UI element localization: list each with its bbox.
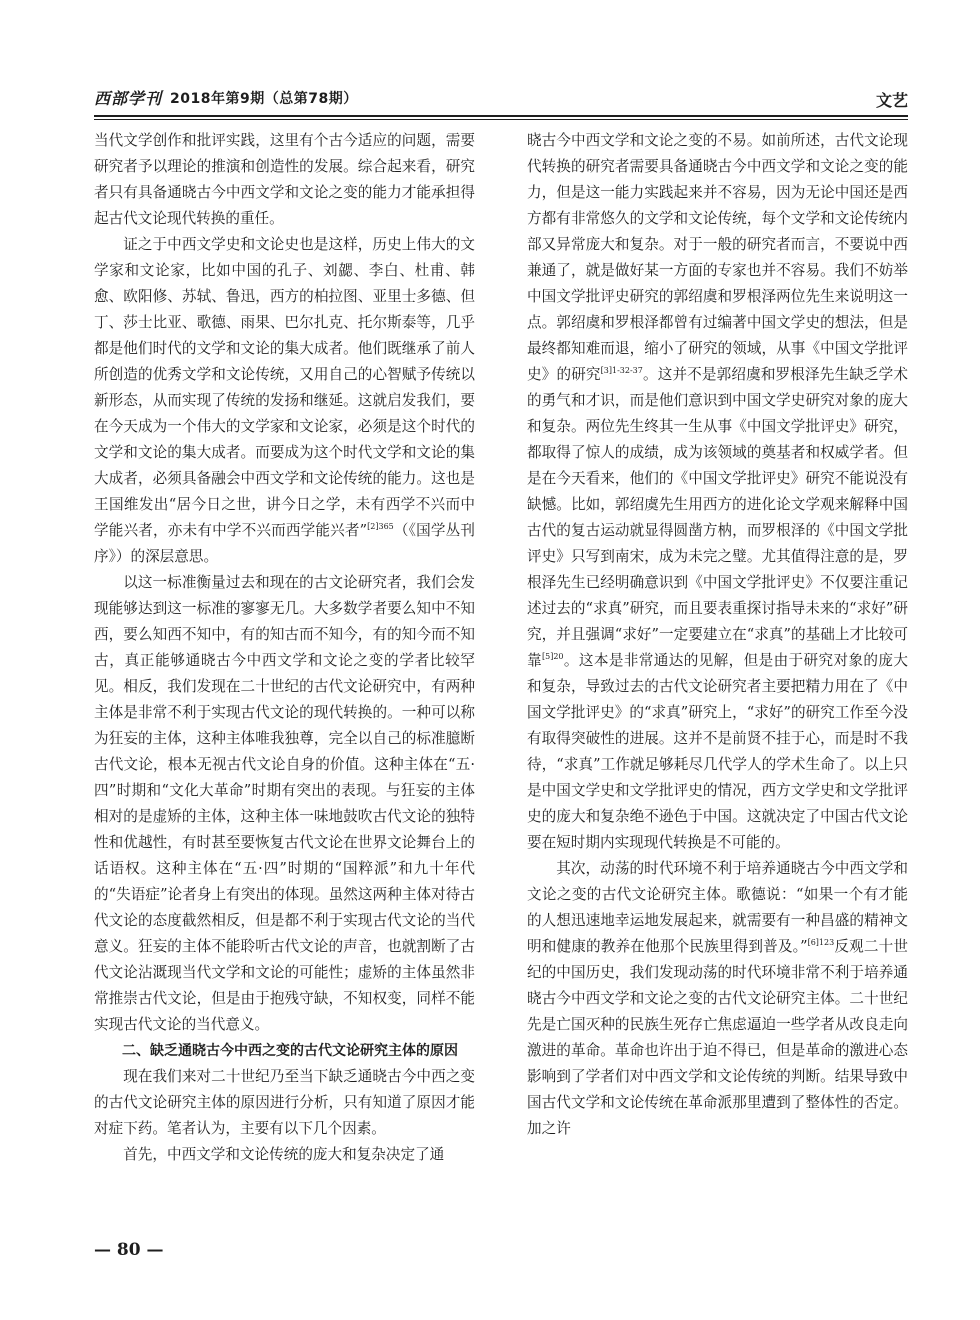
paragraph-text: 证之于中西文学史和文论史也是这样，历史上伟大的文学家和文论家，比如中国的孔子、刘勰、李白、杜甫、韩愈、欧阳修、苏轼、鲁迅，西方的柏拉图、亚里士多德、但丁、莎士比亚、歌德、雨果、巴尔扎克、托尔斯泰等，几乎都是他们时代的文学和文论的集大成者。他们既继承了前人所创造的优秀文学和文论传统，又用自己的心智赋予传统以新形态，从而实现了传统的发扬和继延。这就启发我们，要在今天成为一个伟大的文学家和文论家，必须是这个时代的文学和文论的集大成者。而要成为这个时代文学和文论的集大成者，必须具备融会中西文学和文论传统的能力。这也是王国维发出“居今日之世，讲今日之学，未有西学不兴而中学能兴者，亦未有中学不兴而西学能兴者” [94, 236, 475, 539]
issue-info: 2018年第9期（总第78期） [170, 91, 358, 107]
paragraph-text: 。这本是非常通达的见解，但是由于研究对象的庞大和复杂，导致过去的古代文论研究者主要把精力用在了《中国文学批评史》的“求真”研究上，“求好”的研究工作至今没有取得突破性的进展。这并不是前贤不挂于心，而是时不我待，“求真”工作就足够耗尽几代学人的学术生命了。以上只是中国文学史和文学批评史的情况，西方文学史和文学批评史的庞大和复杂绝不逊色于中国。这就决定了中国古代文论要在短时期内实现现代转换是不可能的。 [527, 652, 908, 851]
paragraph [527, 128, 908, 856]
paragraph: 以这一标准衡量过去和现在的古文论研究者，我们会发现能够达到这一标准的寥寥无几。大多数学者要么知中不知西，要么知西不知中，有的知古而不知今，有的知今而不知古，真正能够通晓古今中西文学和文论之变的学者比较罕见。相反，我们发现在二十世纪的古代文论研究中，有两种主体是非常不利于实现古代文论的现代转换的。一种可以称为狂妄的主体，这种主体唯我独尊，完全以自己的标准臆断古代文论，根本无视古代文论自身的价值。这种主体在“五·四”时期和“文化大革命”时期有突出的表现。与狂妄的主体相对的是虚矫的主体，这种主体一味地鼓吹古代文论的独特性和优越性，有时甚至要恢复古代文论在世界文论舞台上的话语权。这种主体在“五·四”时期的“国粹派”和九十年代的“失语症”论者身上有突出的体现。虽然这两种主体对待古代文论的态度截然相反，但是都不利于实现古代文论的当代意义。狂妄的主体不能聆听古代文论的声音，也就割断了古代文论沾溉现当代文学和文论的可能性；虚矫的主体虽然非常推崇古代文论，但是由于抱残守缺，不知权变，同样不能实现古代文论的当代意义。 [94, 574, 475, 1033]
section-label: 文艺 [875, 91, 908, 110]
left-column [94, 128, 475, 1168]
citation: [5]20 [541, 652, 564, 662]
paragraph: 首先，中西文学和文论传统的庞大和复杂决定了通 [123, 1146, 445, 1163]
page-number: — 80 — [94, 1240, 164, 1260]
paragraph-text: 反观二十世纪的中国历史，我们发现动荡的时代环境非常不利于培养通晓古今中西文学和文论之变的古代文论研究主体。二十世纪先是亡国灭种的民族生死存亡焦虑逼迫一些学者从改良走向激进的革命。革命也许出于迫不得已，但是革命的激进心态影响到了学者们对中西文学和文论传统的判断。结果导致中国古代文学和文论传统在革命派那里遭到了整体性的否定。加之许 [527, 938, 908, 1137]
paragraph [527, 856, 908, 1142]
citation: [3]1-32-37 [600, 366, 643, 376]
section-heading: 二、缺乏通晓古今中西之变的古代文论研究主体的原因 [122, 1043, 458, 1059]
paragraph-text: 其次，动荡的时代环境不利于培养通晓古今中西文学和文论之变的古代文论研究主体。歌德说：“如果一个有才能的人想迅速地幸运地发展起来，就需要有一种昌盛的精神文明和健康的教养在他那个民族里得到普及。” [527, 860, 908, 955]
paragraph-text: 晓古今中西文学和文论之变的不易。如前所述，古代文论现代转换的研究者需要具备通晓古今中西文学和文论之变的能力，但是这一能力实践起来并不容易，因为无论中国还是西方都有非常悠久的文学和文论传统，每个文学和文论传统内部又异常庞大和复杂。对于一般的研究者而言，不要说中西兼通了，就是做好某一方面的专家也并不容易。我们不妨举中国文学批评史研究的郭绍虞和罗根泽两位先生来说明这一点。郭绍虞和罗根泽都曾有过编著中国文学史的想法，但是最终都知难而退，缩小了研究的领域，从事《中国文学批评史》的研究 [527, 132, 908, 383]
paragraph: 当代文学创作和批评实践，这里有个古今适应的问题，需要研究者予以理论的推演和创造性的发展。综合起来看，研究者只有具备通晓古今中西文学和文论之变的能力才能承担得起古代文论现代转换的重任。 [94, 132, 475, 227]
right-column [527, 128, 908, 1142]
paragraph [94, 232, 475, 570]
paragraph-text: 。这并不是郭绍虞和罗根泽先生缺乏学术的勇气和才识，而是他们意识到中国文学史研究对象的庞大和复杂。两位先生终其一生从事《中国文学批评史》研究，都取得了惊人的成绩，成为该领域的奠基者和权威学者。但是在今天看来，他们的《中国文学批评史》研究不能说没有缺憾。比如，郭绍虞先生用西方的进化论文学观来解释中国古代的复古运动就显得圆凿方枘，而罗根泽的《中国文学批评史》只写到南宋，成为未完之璧。尤其值得注意的是，罗根泽先生已经明确意识到《中国文学批评史》不仅要注重记述过去的“求真”研究，而且要表重探讨指导未来的“求好”研究，并且强调“求好”一定要建立在“求真”的基础上才比较可靠 [527, 366, 908, 669]
paragraph-text: （《国学丛刊序》）的深层意思。 [94, 522, 476, 565]
header-rule-thin [94, 119, 908, 120]
citation: [2]365 [367, 522, 394, 532]
paragraph: 现在我们来对二十世纪乃至当下缺乏通晓古今中西之变的古代文论研究主体的原因进行分析，只有知道了原因才能对症下药。笔者认为，主要有以下几个因素。 [94, 1068, 475, 1137]
running-header [94, 88, 908, 114]
header-rule-thick [94, 115, 908, 117]
journal-logo: 西部学刊 [94, 89, 163, 108]
citation: [6]123 [807, 938, 835, 948]
